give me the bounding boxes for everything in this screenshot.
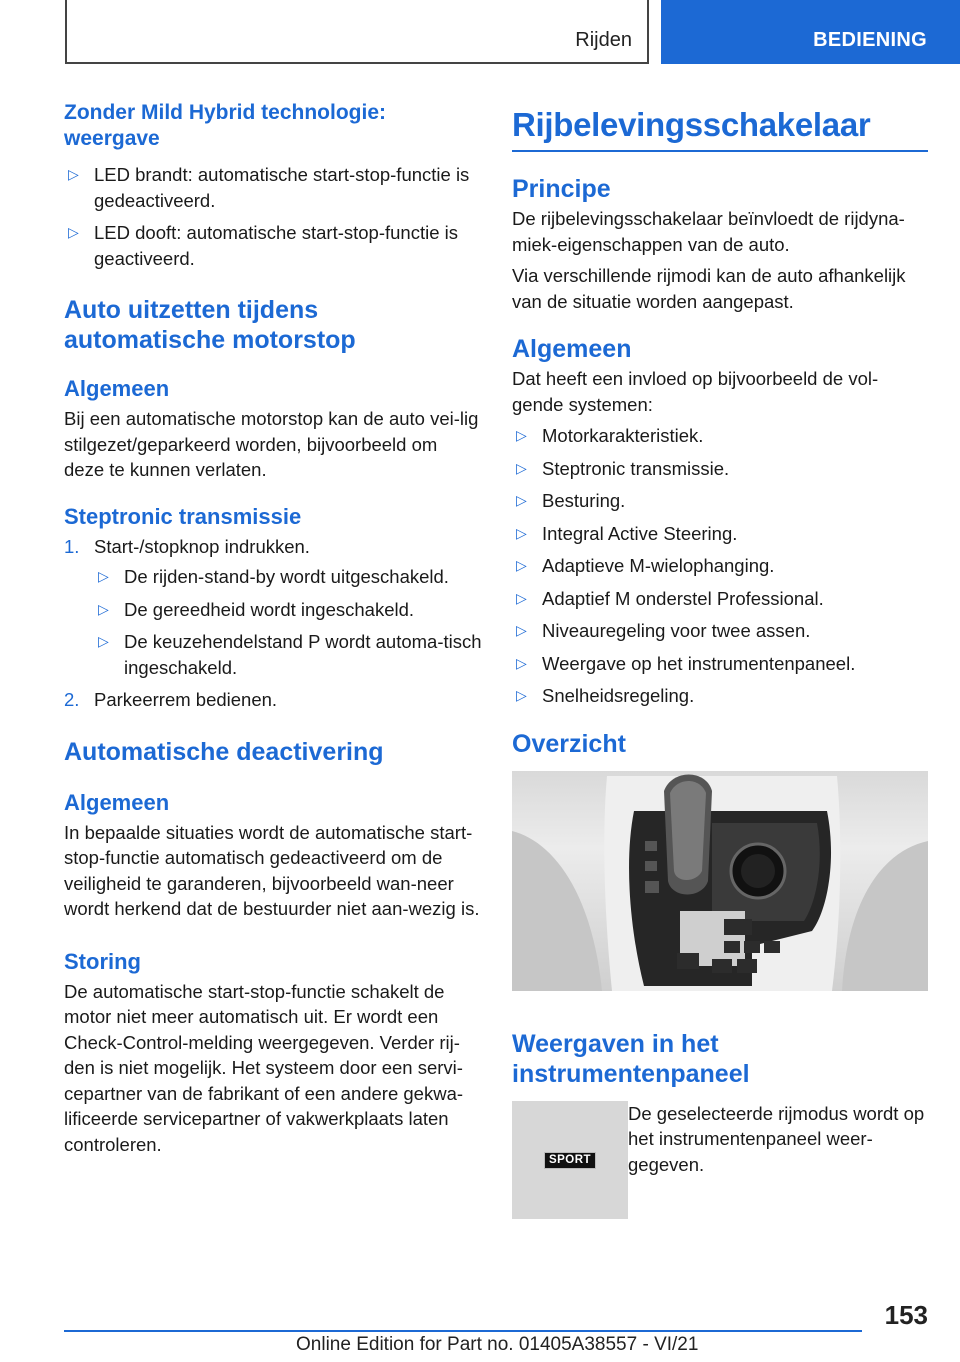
- header-section: Rijden: [575, 29, 632, 51]
- list-item: ▷ Motorkarakteristiek.: [512, 423, 928, 449]
- left-column: [64, 100, 482, 1163]
- general-text: Dat heeft een invloed op bijvoorbeeld de vol-gende systemen:: [512, 368, 879, 415]
- list-item: ▷ Adaptief M onderstel Professional.: [512, 586, 928, 612]
- sport-mode-badge: SPORT: [544, 1152, 596, 1169]
- general-heading: Algemeen: [512, 335, 632, 363]
- header-chapter-tab: [661, 0, 960, 64]
- step-sub-list: [94, 564, 482, 680]
- principle-heading: Principe: [512, 175, 611, 203]
- header-frame: [65, 0, 649, 64]
- footer-edition: Online Edition for Part no. 01405A38557 - VI/21: [296, 1334, 699, 1355]
- list-item: ▷ Niveauregeling voor twee assen.: [512, 618, 928, 644]
- right-column: [512, 100, 928, 1219]
- step-item: 1. Start-/stopknop indrukken. ▷ De rijden-stand-by wordt uitgeschakeld. ▷ De gereedheid wordt ingeschakeld. ▷ De keuzehendelstand P wordt automa-tisch ingeschakeld.: [64, 534, 482, 681]
- triangle-bullet-icon: ▷: [516, 622, 527, 638]
- list-item: ▷ Weergave op het instrumentenpaneel.: [512, 651, 928, 677]
- steptronic-steps: [64, 534, 482, 713]
- shutdown-heading: Auto uitzetten tijdens automatische motorstop: [64, 296, 356, 354]
- mild-hybrid-list: [64, 162, 482, 271]
- systems-list: [512, 423, 928, 709]
- console-photo: [512, 771, 928, 991]
- triangle-bullet-icon: ▷: [68, 166, 79, 182]
- center-console-illustration: [512, 771, 928, 991]
- list-item: ▷ De gereedheid wordt ingeschakeld.: [94, 597, 482, 623]
- mild-hybrid-heading: Zonder Mild Hybrid technologie: weergave: [64, 101, 386, 150]
- fault-text: De automatische start-stop-functie schakelt de motor niet meer automatisch uit. Er wordt een Check-Control-melding weergegeven. Verder rij-den is niet mogelijk. Het systeem door een servi-cepartner van de fabrikant of een andere gekwa-lificeerde servicepartner of vakwerkplaats laten controleren.: [64, 980, 464, 1155]
- triangle-bullet-icon: ▷: [516, 524, 527, 541]
- triangle-bullet-icon: ▷: [516, 654, 527, 671]
- list-item: ▷ Steptronic transmissie.: [512, 456, 928, 482]
- display-heading: Weergaven in het instrumentenpaneel: [512, 1029, 750, 1088]
- overview-heading: Overzicht: [512, 729, 626, 758]
- triangle-bullet-icon: ▷: [516, 687, 527, 703]
- list-item: ▷ Snelheidsregeling.: [512, 683, 928, 709]
- triangle-bullet-icon: ▷: [516, 459, 527, 476]
- list-item: ▷ Integral Active Steering.: [512, 521, 928, 547]
- list-item: ▷ Besturing.: [512, 488, 928, 514]
- shutdown-general-heading: Algemeen: [64, 376, 170, 401]
- display-text: De geselecteerde rijmodus wordt op het instrumentenpaneel weer-gegeven.: [628, 1102, 925, 1175]
- triangle-bullet-icon: ▷: [98, 600, 109, 617]
- triangle-bullet-icon: ▷: [98, 568, 109, 584]
- triangle-bullet-icon: ▷: [516, 427, 527, 443]
- principle-text-2: Via verschillende rijmodi kan de auto afhankelijk van de situatie worden aangepast.: [512, 265, 906, 312]
- triangle-bullet-icon: ▷: [68, 224, 79, 240]
- main-heading: Rijbelevingsschakelaar: [512, 106, 928, 152]
- fault-heading: Storing: [64, 948, 141, 974]
- list-item: ▷ De keuzehendelstand P wordt automa-tisch ingeschakeld.: [98, 631, 482, 678]
- step-item: 2. Parkeerrem bedienen.: [64, 689, 278, 710]
- list-item: ▷ De rijden-stand-by wordt uitgeschakeld.: [94, 564, 482, 590]
- triangle-bullet-icon: ▷: [516, 492, 527, 508]
- shutdown-general-text: Bij een automatische motorstop kan de auto vei-lig stilgezet/geparkeerd worden, bijvoorbeeld om deze te kunnen verlaten.: [64, 408, 479, 480]
- instrument-panel-photo: [512, 1101, 628, 1219]
- deactivation-general-text: In bepaalde situaties wordt de automatische start-stop-functie automatisch gedeactiveerd om de veiligheid te garanderen, bijvoorbeeld wan-neer wordt herkend dat de bestuurder niet aan-wezig is.: [64, 821, 480, 919]
- steptronic-heading: Steptronic transmissie: [64, 503, 302, 529]
- list-item: ▷ LED dooft: automatische start-stop-functie is geactiveerd.: [68, 222, 459, 269]
- footer-divider: [64, 1330, 862, 1332]
- list-item: ▷ LED brandt: automatische start-stop-functie is gedeactiveerd.: [68, 164, 470, 211]
- triangle-bullet-icon: ▷: [516, 589, 527, 606]
- page-number: 153: [884, 1300, 928, 1330]
- principle-text-1: De rijbelevingsschakelaar beïnvloedt de rijdyna-miek-eigenschappen van de auto.: [512, 208, 905, 255]
- list-item: ▷ Adaptieve M-wielophanging.: [512, 553, 928, 579]
- deactivation-general-heading: Algemeen: [64, 789, 170, 815]
- display-section: [512, 1101, 928, 1219]
- triangle-bullet-icon: ▷: [98, 633, 109, 649]
- header-chapter-label: BEDIENING: [813, 29, 927, 51]
- triangle-bullet-icon: ▷: [516, 557, 527, 573]
- deactivation-heading: Automatische deactivering: [64, 737, 384, 766]
